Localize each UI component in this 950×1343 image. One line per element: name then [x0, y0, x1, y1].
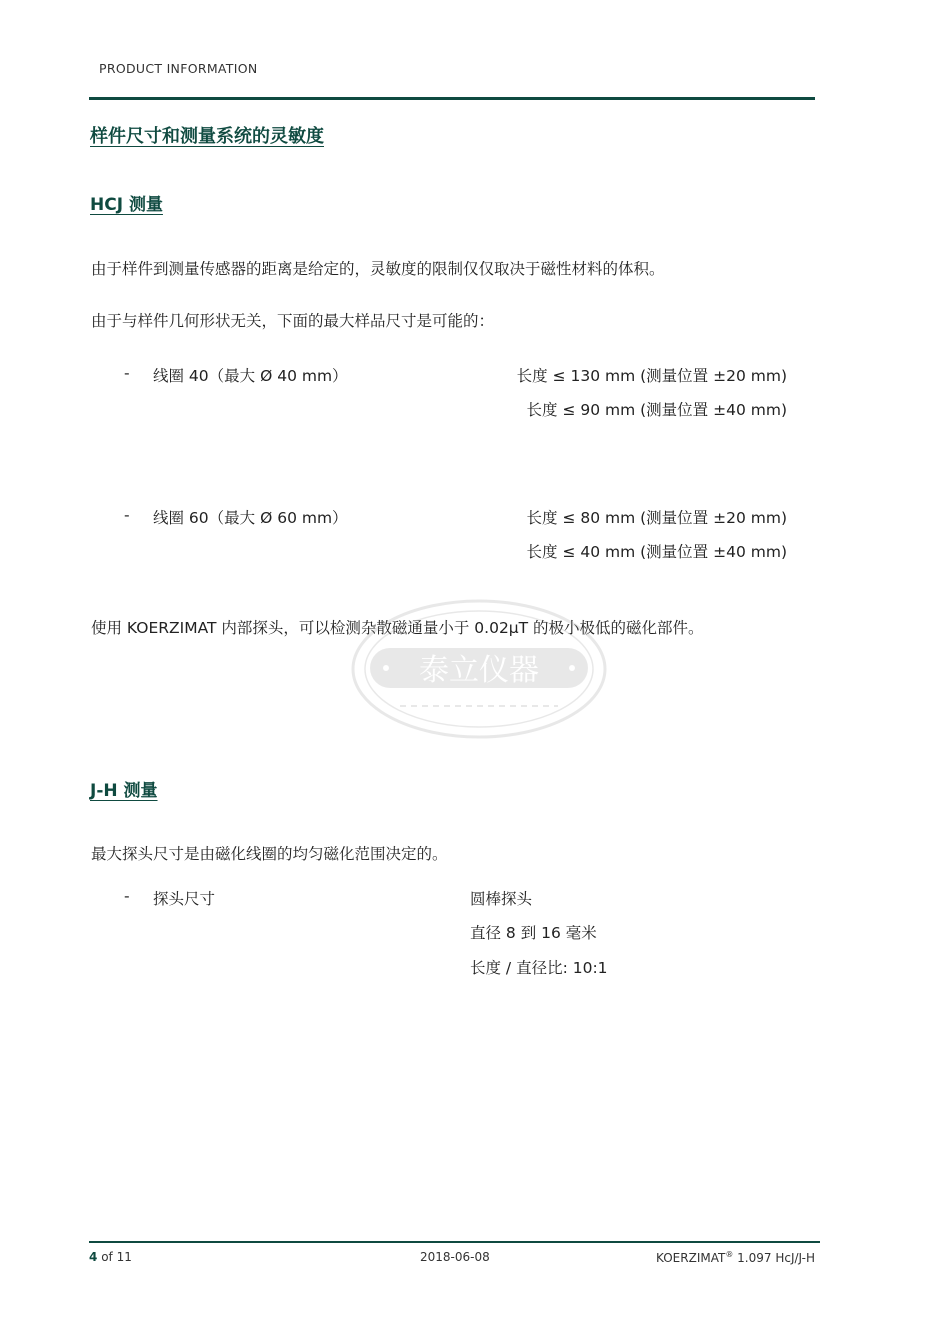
coil-40-dash: - [124, 364, 130, 382]
coil-40-spec-2: 长度 ≤ 90 mm (测量位置 ±40 mm) [526, 401, 787, 419]
coil-40-name: 线圈 40（最大 Ø 40 mm） [153, 367, 348, 385]
hcj-paragraph-3: 使用 KOERZIMAT 内部探头，可以检测杂散磁通量小于 0.02μT 的极小极低的磁化部件。 [91, 619, 704, 637]
hcj-heading: HCJ 测量 [90, 195, 163, 215]
probe-label: 探头尺寸 [153, 890, 216, 908]
footer-product [656, 1250, 815, 1265]
header-rule [89, 97, 815, 100]
coil-60-spec-1: 长度 ≤ 80 mm (测量位置 ±20 mm) [526, 509, 787, 527]
hcj-paragraph-2: 由于与样件几何形状无关，下面的最大样品尺寸是可能的： [91, 312, 495, 330]
footer-product-name: KOERZIMAT [656, 1251, 726, 1265]
watermark-text: 泰立仪器 [419, 653, 539, 688]
footer-rule [89, 1241, 820, 1243]
footer-page-number: 4 [89, 1250, 98, 1264]
jh-paragraph-1: 最大探头尺寸是由磁化线圈的均匀磁化范围决定的。 [91, 845, 448, 863]
footer-page [89, 1250, 132, 1264]
footer-date: 2018-06-08 [420, 1250, 490, 1264]
footer-page-of: of 11 [101, 1250, 132, 1264]
coil-60-name: 线圈 60（最大 Ø 60 mm） [153, 509, 348, 527]
hcj-paragraph-1: 由于样件到测量传感器的距离是给定的，灵敏度的限制仅仅取决于磁性材料的体积。 [91, 260, 665, 278]
probe-spec-1: 圆棒探头 [470, 890, 533, 908]
coil-60-dash: - [124, 506, 130, 524]
coil-40-spec-1: 长度 ≤ 130 mm (测量位置 ±20 mm) [516, 367, 787, 385]
jh-heading: J-H 测量 [90, 781, 158, 801]
header-label: PRODUCT INFORMATION [99, 61, 258, 76]
footer-model: 1.097 HcJ/J-H [737, 1251, 815, 1265]
section-title: 样件尺寸和测量系统的灵敏度 [90, 126, 324, 147]
probe-spec-3: 长度 / 直径比: 10:1 [470, 959, 608, 977]
probe-spec-2: 直径 8 到 16 毫米 [470, 924, 597, 942]
footer-registered: ® [725, 1250, 734, 1259]
coil-60-spec-2: 长度 ≤ 40 mm (测量位置 ±40 mm) [526, 543, 787, 561]
probe-dash: - [124, 887, 130, 905]
